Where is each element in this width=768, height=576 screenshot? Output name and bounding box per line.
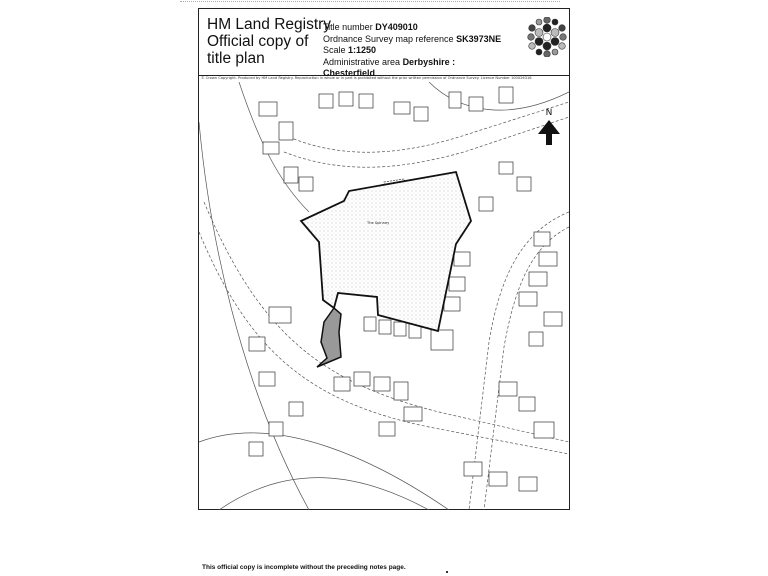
footer-notice: This official copy is incomplete without the preceding notes page. xyxy=(202,564,406,571)
title-info xyxy=(323,22,501,80)
title-number: DY409010 xyxy=(375,22,418,32)
copyright-notice: © Crown Copyright. Produced by HM Land Registry. Reproduction in whole or in part is prohibited without the prior written permission of Ordnance Survey. Licence Number 100026316 xyxy=(201,76,532,80)
scan-speck xyxy=(446,571,448,573)
admin-area: Derbyshire : xyxy=(402,56,456,67)
scale-label: Scale xyxy=(323,45,346,55)
os-ref: SK3973NE xyxy=(456,33,502,44)
north-arrow-icon xyxy=(538,108,560,145)
brand-line: title plan xyxy=(207,50,265,67)
title-plan-page xyxy=(198,8,570,510)
scan-noise xyxy=(180,1,560,3)
land-registry-crest-icon xyxy=(527,17,567,57)
property-label: The Spinney xyxy=(367,221,390,225)
brand-line: HM Land Registry xyxy=(207,16,332,33)
hm-land-registry-brand xyxy=(207,16,331,67)
plan-header xyxy=(199,9,569,76)
scale: 1:1250 xyxy=(348,45,377,55)
brand-line: Official copy of xyxy=(207,33,309,50)
title-number-label: Title number xyxy=(323,22,373,32)
access-strip xyxy=(317,308,341,367)
os-ref-label: Ordnance Survey map reference xyxy=(323,33,454,44)
admin-area-label: Administrative area xyxy=(323,56,401,67)
north-label: N xyxy=(545,108,553,118)
title-plan-map xyxy=(199,82,569,510)
admin-area-district: Chesterfield xyxy=(323,68,376,78)
